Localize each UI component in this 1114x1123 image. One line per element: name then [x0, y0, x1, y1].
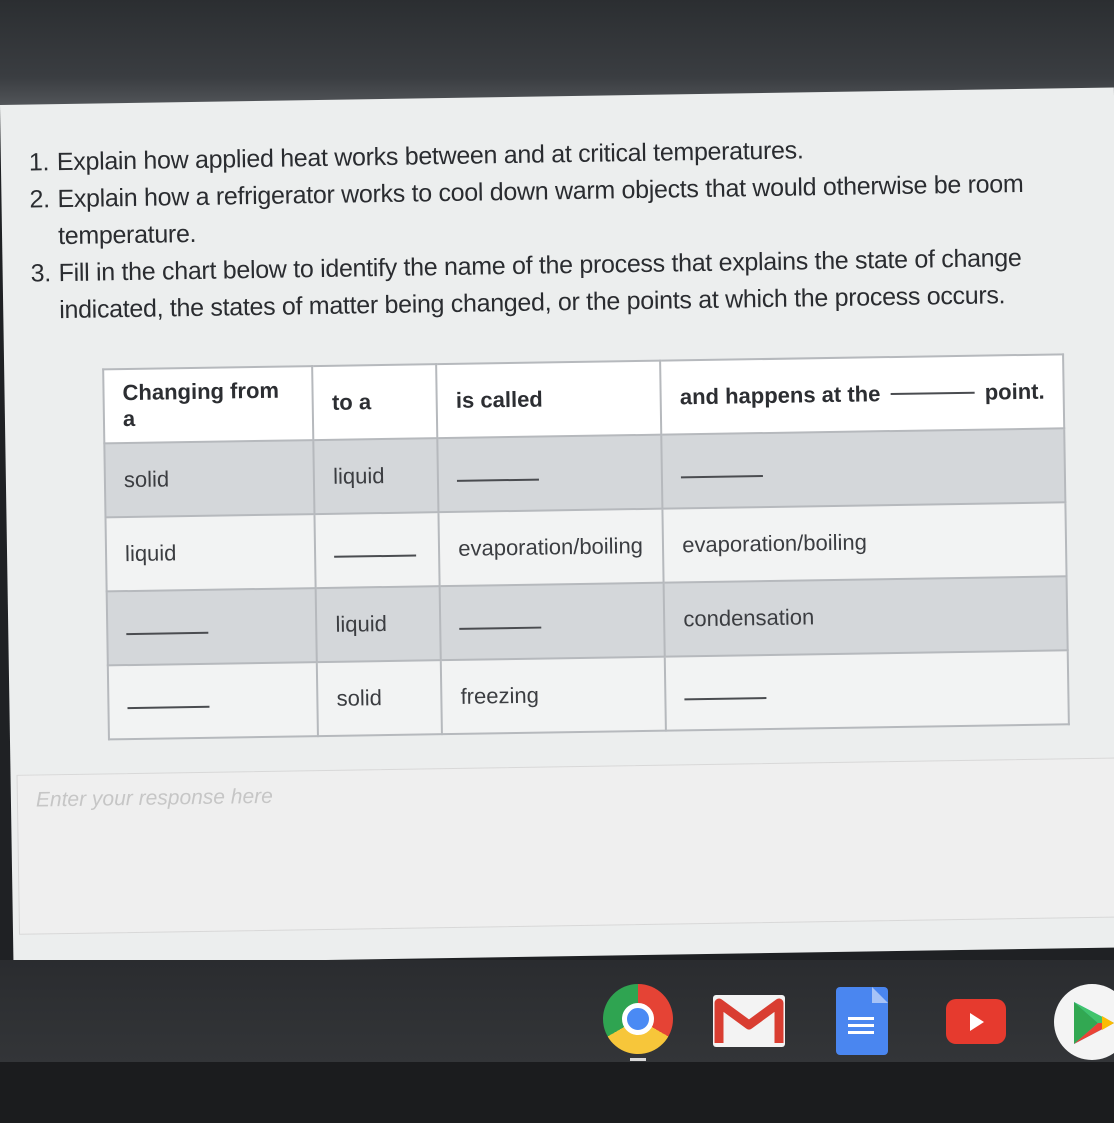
monitor-bezel-bottom — [0, 1062, 1114, 1123]
cell-to: liquid — [316, 586, 441, 662]
cell-point-blank — [661, 428, 1065, 508]
chrome-icon[interactable] — [603, 984, 673, 1054]
cell-to: solid — [317, 660, 442, 736]
header-happens-prefix: and happens at the — [679, 381, 881, 410]
blank-line — [684, 683, 766, 700]
question-text: Fill in the chart below to identify the name of the process that explains the state of change indicated, the states of matter being changed, or the points at which the process occurs. — [58, 243, 1022, 325]
cell-called: evaporation/boiling — [439, 509, 664, 587]
cell-called-blank — [438, 435, 663, 513]
cell-to-blank — [315, 512, 440, 588]
header-happens-at — [660, 354, 1064, 434]
header-blank-line — [891, 392, 975, 395]
docs-icon[interactable] — [836, 987, 888, 1055]
cell-from-blank — [108, 662, 318, 739]
question-number: 3. — [30, 259, 52, 288]
question-list — [29, 128, 1112, 330]
question-text: Explain how applied heat works between and at critical temperatures. — [56, 136, 804, 177]
cell-point: evaporation/boiling — [663, 502, 1067, 582]
cell-point: condensation — [664, 576, 1068, 656]
blank-line — [457, 465, 539, 482]
gmail-icon[interactable] — [713, 995, 785, 1047]
question-item-3 — [30, 239, 1111, 330]
state-change-table — [102, 353, 1070, 740]
youtube-icon[interactable] — [946, 999, 1006, 1044]
blank-line — [127, 692, 209, 709]
blank-line — [681, 461, 763, 478]
header-happens-suffix: point. — [984, 378, 1045, 405]
cell-from: solid — [104, 440, 314, 517]
table-row — [108, 650, 1069, 739]
assignment-screen — [0, 88, 1114, 965]
question-number: 2. — [29, 185, 50, 214]
response-input[interactable] — [34, 776, 738, 813]
cell-from: liquid — [105, 514, 315, 591]
cell-called-blank — [440, 583, 665, 661]
response-area[interactable] — [17, 757, 1114, 934]
blank-line — [459, 613, 541, 630]
cell-called: freezing — [441, 657, 666, 735]
header-changing-from: Changing from a — [103, 366, 313, 443]
cell-point-blank — [665, 650, 1069, 730]
header-is-called: is called — [436, 361, 661, 439]
question-text: Explain how a refrigerator works to cool down warm objects that would otherwise be room temperature. — [57, 169, 1024, 251]
running-indicator — [630, 1058, 646, 1061]
cell-from-blank — [107, 588, 317, 665]
blank-line — [126, 618, 208, 635]
question-number: 1. — [28, 148, 50, 177]
blank-line — [334, 541, 416, 558]
cell-to: liquid — [314, 438, 439, 514]
header-to: to a — [312, 364, 437, 440]
